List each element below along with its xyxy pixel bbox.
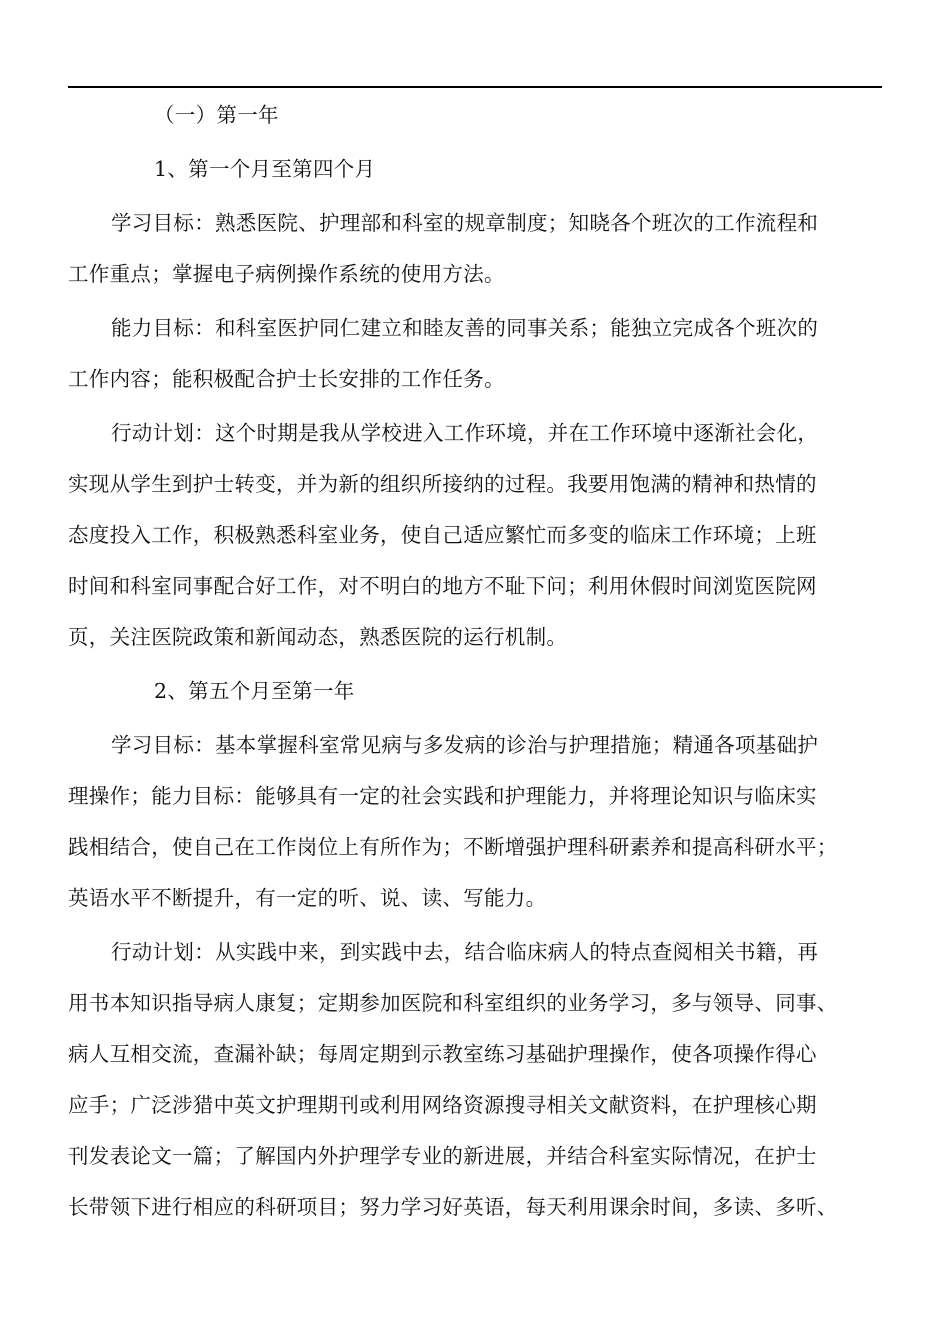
paragraph-line: 时间和科室同事配合好工作，对不明白的地方不耻下问；利用休假时间浏览医院网 xyxy=(68,574,817,598)
paragraph-line: 页，关注医院政策和新闻动态，熟悉医院的运行机制。 xyxy=(68,625,568,649)
paragraph-action-plan-1 xyxy=(68,408,883,663)
paragraph-line: 工作内容；能积极配合护士长安排的工作任务。 xyxy=(68,367,505,391)
paragraph-action-plan-2 xyxy=(68,927,883,1233)
header-rule xyxy=(68,86,882,88)
subheading-month-5-year-1 xyxy=(68,666,883,717)
paragraph-line: 病人互相交流，查漏补缺；每周定期到示教室练习基础护理操作，使各项操作得心 xyxy=(68,1042,817,1066)
paragraph-line: 实现从学生到护士转变，并为新的组织所接纳的过程。我要用饱满的精神和热情的 xyxy=(68,472,817,496)
paragraph-line: 学习目标：熟悉医院、护理部和科室的规章制度；知晓各个班次的工作流程和 xyxy=(111,211,819,235)
paragraph-line: 行动计划：从实践中来，到实践中去，结合临床病人的特点查阅相关书籍，再 xyxy=(111,940,819,964)
paragraph-line: 刊发表论文一篇；了解国内外护理学专业的新进展，并结合科室实际情况，在护士 xyxy=(68,1144,817,1168)
paragraph-line: 理操作；能力目标：能够具有一定的社会实践和护理能力，并将理论知识与临床实 xyxy=(68,784,817,808)
document-body xyxy=(68,90,883,1233)
paragraph-line: 长带领下进行相应的科研项目；努力学习好英语，每天利用课余时间，多读、多听、 xyxy=(68,1195,838,1219)
subheading-month-1-4 xyxy=(68,144,883,195)
paragraph-line: 英语水平不断提升，有一定的听、说、读、写能力。 xyxy=(68,886,547,910)
subheading-text: 2、第五个月至第一年 xyxy=(154,679,355,703)
subheading-text: 1、第一个月至第四个月 xyxy=(154,157,376,181)
heading-text: （一）第一年 xyxy=(154,103,279,127)
paragraph-line: 学习目标：基本掌握科室常见病与多发病的诊治与护理措施；精通各项基础护 xyxy=(111,733,819,757)
paragraph-line: 践相结合，使自己在工作岗位上有所作为；不断增强护理科研素养和提高科研水平； xyxy=(68,835,838,859)
paragraph-learning-goals-2 xyxy=(68,720,883,924)
paragraph-line: 用书本知识指导病人康复；定期参加医院和科室组织的业务学习，多与领导、同事、 xyxy=(68,991,838,1015)
paragraph-line: 能力目标：和科室医护同仁建立和睦友善的同事关系；能独立完成各个班次的 xyxy=(111,316,819,340)
paragraph-ability-goals-1 xyxy=(68,303,883,405)
paragraph-line: 行动计划：这个时期是我从学校进入工作环境，并在工作环境中逐渐社会化， xyxy=(111,421,819,445)
paragraph-line: 态度投入工作，积极熟悉科室业务，使自己适应繁忙而多变的临床工作环境；上班 xyxy=(68,523,817,547)
paragraph-learning-goals-1 xyxy=(68,198,883,300)
paragraph-line: 应手；广泛涉猎中英文护理期刊或利用网络资源搜寻相关文献资料，在护理核心期 xyxy=(68,1093,817,1117)
section-heading-year-one xyxy=(68,90,883,141)
paragraph-line: 工作重点；掌握电子病例操作系统的使用方法。 xyxy=(68,262,505,286)
